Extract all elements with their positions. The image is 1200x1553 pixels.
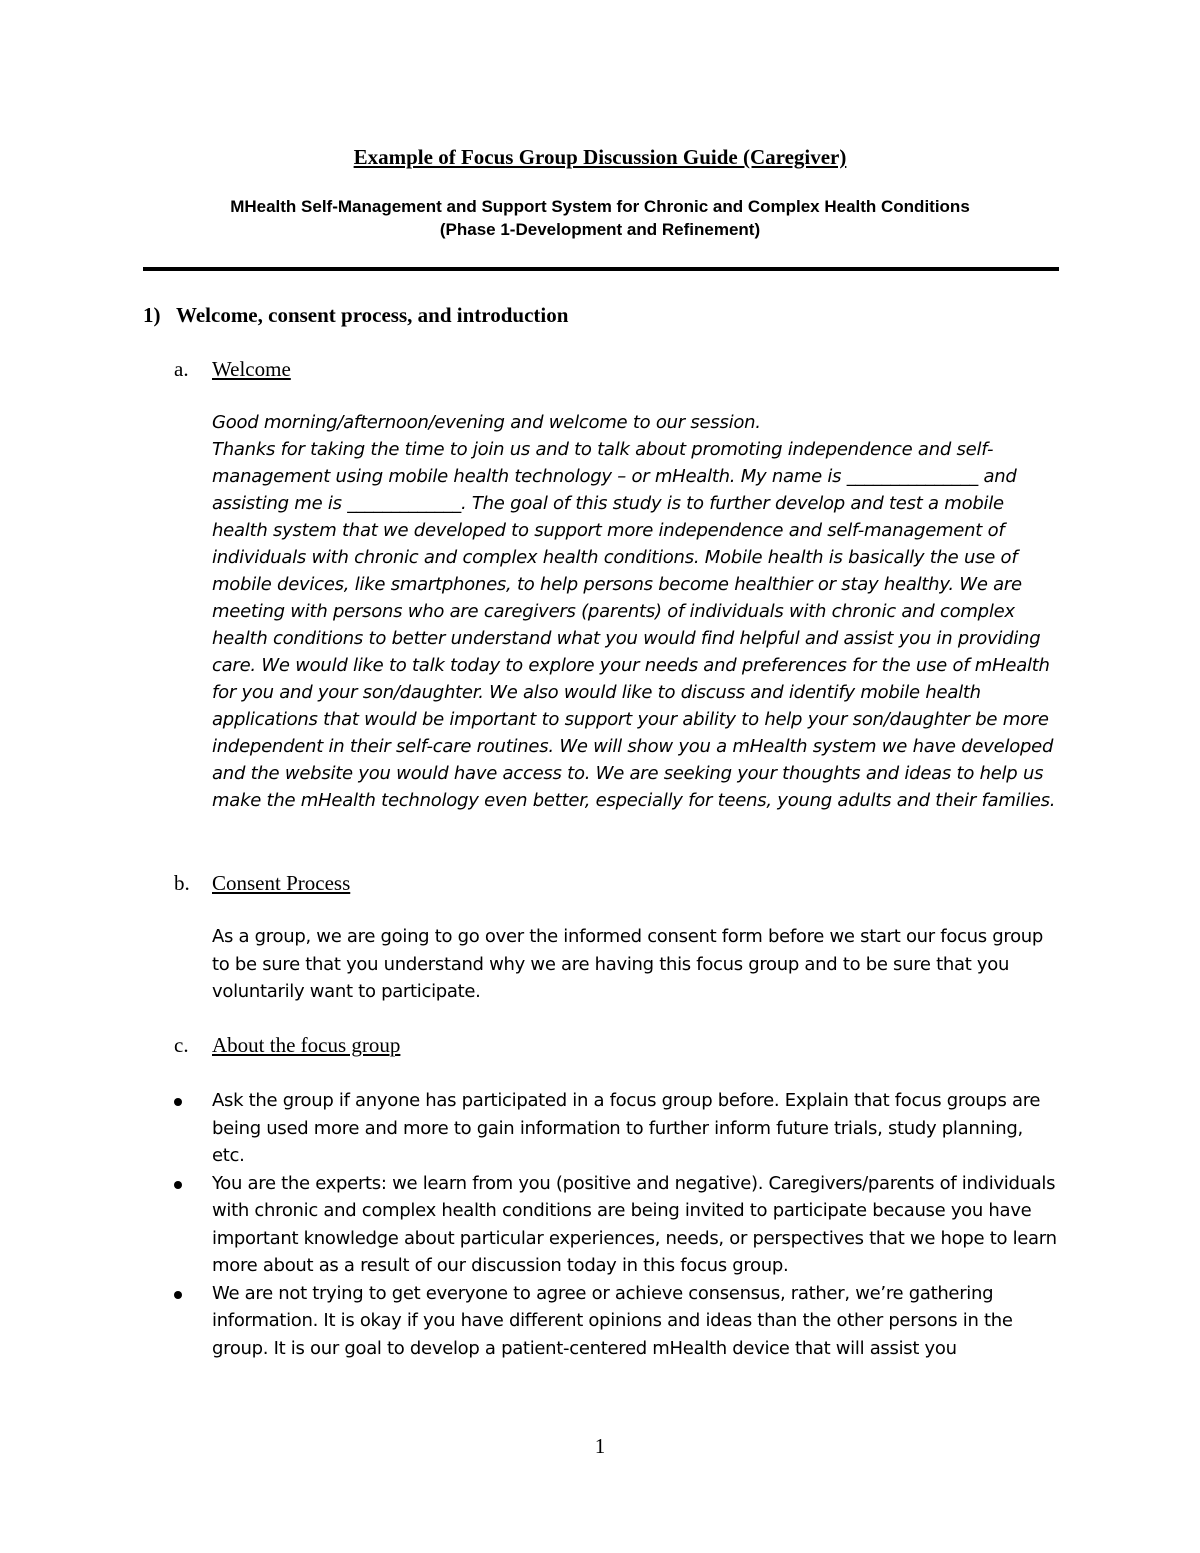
consent-body: As a group, we are going to go over the informed consent form before we start our focus group to be sure that you understand why we are having this focus group and to be sure that you voluntarily want to participate. [212, 926, 1044, 1002]
welcome-body: Thanks for taking the time to join us and to talk about promoting independence and self-management using mobile health technology – or mHealth. My name is _______________ and assisting me is _____________. The goal of this study is to further develop and test a mobile health system that we developed to support more independence and self-management of individuals with chronic and complex health conditions. Mobile health is basically the use of mobile devices, like smartphones, to help persons become healthier or stay healthy. We are meeting with persons who are caregivers (parents) of individuals with chronic and complex health conditions to better understand what you would find helpful and assist you in providing care. We would like to talk today to explore your needs and preferences for the use of mHealth for you and your son/daughter. We also would like to discuss and identify mobile health applications that would be important to support your ability to help your son/daughter be more independent in their self-care routines. We will show you a mHealth system we have developed and the website you would have access to. We are seeking your thoughts and ideas to help us make the mHealth technology even better, especially for teens, young adults and their families. [212, 439, 1056, 811]
subsection-welcome-letter: a. [174, 357, 189, 381]
bullet-text: Ask the group if anyone has participated in a focus group before. Explain that focus groups are being used more and more to gain information to further inform future trials, study planning, etc. [212, 1090, 1041, 1166]
document-title: Example of Focus Group Discussion Guide (Caregiver) [353, 145, 847, 169]
page-number: 1 [594, 1434, 606, 1458]
list-item [170, 1087, 1060, 1170]
section-1-heading [143, 301, 568, 329]
subtitle-line-1: MHealth Self-Management and Support System for Chronic and Complex Health Conditions [230, 197, 970, 216]
about-bullet-list [170, 1087, 1060, 1362]
subsection-about-letter: c. [174, 1033, 189, 1057]
subsection-consent-heading [174, 869, 350, 897]
subsection-consent-letter: b. [174, 871, 190, 895]
header-divider [143, 267, 1059, 271]
document-subtitle [0, 195, 1200, 241]
bullet-icon [174, 1291, 182, 1299]
subsection-about-heading [174, 1031, 400, 1059]
list-item [170, 1280, 1060, 1363]
subtitle-line-2: (Phase 1-Development and Refinement) [439, 220, 761, 239]
section-1-title: Welcome, consent process, and introduction [176, 303, 569, 327]
list-item [170, 1170, 1060, 1280]
subsection-consent-label: Consent Process [212, 871, 351, 895]
subsection-welcome-label: Welcome [212, 357, 291, 381]
welcome-greeting: Good morning/afternoon/evening and welcome to our session. [212, 412, 761, 433]
subsection-welcome-heading [174, 355, 291, 383]
welcome-script [212, 409, 1060, 814]
section-1-number: 1) [143, 303, 161, 327]
bullet-icon [174, 1098, 182, 1106]
bullet-text: You are the experts: we learn from you (positive and negative). Caregivers/parents of individuals with chronic and complex health conditions are being invited to participate because you have important knowledge about particular experiences, needs, or perspectives that we hope to learn more about as a result of our discussion today in this focus group. [212, 1172, 1057, 1276]
bullet-text: We are not trying to get everyone to agree or achieve consensus, rather, we’re gathering information. It is okay if you have different opinions and ideas than the other persons in the group. It is our goal to develop a patient-centered mHealth device that will assist you [212, 1282, 1013, 1359]
bullet-icon [174, 1181, 182, 1189]
subsection-about-label: About the focus group [212, 1033, 401, 1057]
